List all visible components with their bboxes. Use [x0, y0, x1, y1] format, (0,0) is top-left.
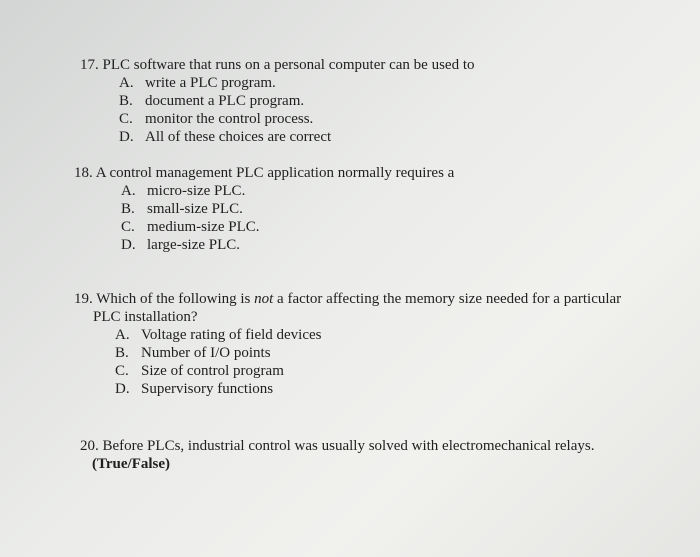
question-number: 19.	[74, 291, 93, 307]
question-text: A control management PLC application normally requires a	[95, 165, 455, 181]
question-text: Before PLCs, industrial control was usually solved with electromechanical relays.	[102, 438, 595, 454]
option-d: D. All of these choices are correct	[119, 129, 332, 145]
question-stem	[74, 290, 621, 308]
question-text-cont: a factor affecting the memory size needed for a particular	[277, 291, 622, 307]
question-text: Which of the following is	[96, 291, 251, 307]
option-b: B. Number of I/O points	[115, 345, 271, 361]
question-text: PLC software that runs on a personal computer can be used to	[102, 57, 475, 73]
question-stem	[80, 56, 474, 74]
option-b: B. small-size PLC.	[121, 201, 243, 217]
option-a: A. micro-size PLC.	[121, 183, 246, 199]
question-18	[74, 164, 454, 254]
option-c: C. monitor the control process.	[119, 111, 314, 127]
option-d: D. Supervisory functions	[115, 381, 274, 397]
question-stem	[80, 437, 594, 455]
question-emphasis: not	[254, 291, 274, 307]
question-stem	[74, 164, 454, 182]
question-20	[80, 437, 594, 473]
answer-format: (True/False)	[92, 456, 171, 472]
question-number: 18.	[74, 165, 93, 181]
question-stem-line2: PLC installation?	[93, 309, 198, 325]
option-c: C. medium-size PLC.	[121, 219, 260, 235]
option-b: B. document a PLC program.	[119, 93, 305, 109]
question-19	[74, 290, 621, 398]
option-a: A. Voltage rating of field devices	[115, 327, 322, 343]
option-d: D. large-size PLC.	[121, 237, 241, 253]
option-c: C. Size of control program	[115, 363, 284, 379]
question-number: 20.	[80, 438, 99, 454]
question-17	[80, 56, 474, 146]
question-number: 17.	[80, 57, 99, 73]
option-a: A. write a PLC program.	[119, 75, 276, 91]
